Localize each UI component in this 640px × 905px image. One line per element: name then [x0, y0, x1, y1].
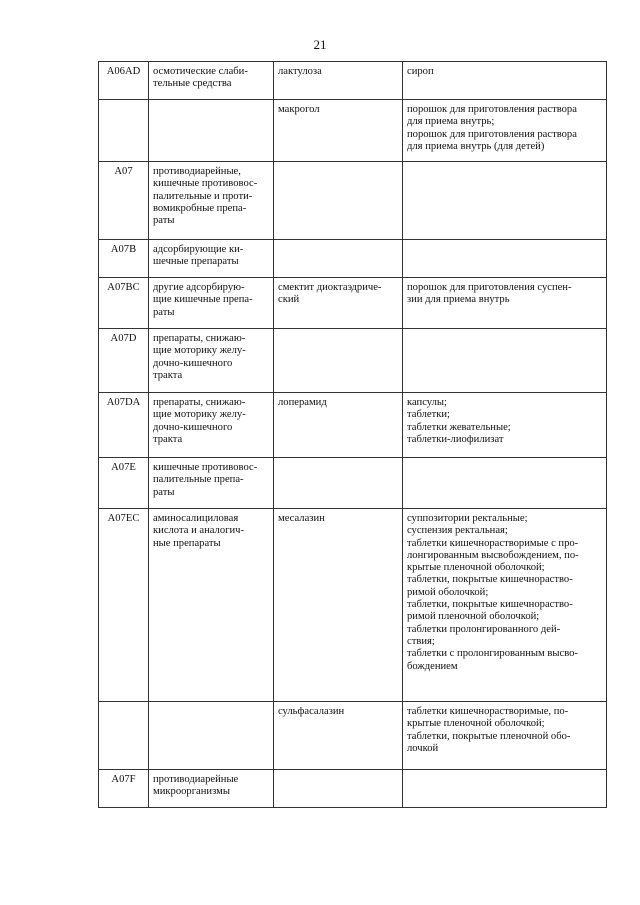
drug-cell: сульфасалазин — [274, 702, 403, 770]
atc-code-cell: A07E — [99, 458, 149, 509]
table-row — [99, 240, 607, 278]
form-cell: сироп — [403, 62, 607, 100]
form-cell: таблетки кишечнорастворимые, по- крытые пленочной оболочкой; таблетки, покрытые пленочной обо- лочкой — [403, 702, 607, 770]
table-row — [99, 509, 607, 702]
group-cell: осмотические слаби- тельные средства — [149, 62, 274, 100]
drug-cell — [274, 770, 403, 808]
drug-classification-table — [98, 61, 607, 808]
table-row — [99, 393, 607, 458]
drug-cell — [274, 458, 403, 509]
atc-code-cell: A07D — [99, 329, 149, 393]
form-cell — [403, 458, 607, 509]
form-cell — [403, 329, 607, 393]
form-cell: порошок для приготовления суспен- зии для приема внутрь — [403, 278, 607, 329]
table-row — [99, 329, 607, 393]
form-cell — [403, 162, 607, 240]
page-number: 21 — [313, 37, 327, 52]
group-cell — [149, 702, 274, 770]
group-cell: кишечные противовос- палительные препа- раты — [149, 458, 274, 509]
table-row — [99, 770, 607, 808]
group-cell: противодиарейные, кишечные противовос- палительные и проти- вомикробные препа- раты — [149, 162, 274, 240]
atc-code-cell: A07DA — [99, 393, 149, 458]
drug-cell — [274, 329, 403, 393]
table-body — [99, 62, 607, 808]
table-row — [99, 100, 607, 162]
group-cell: адсорбирующие ки- шечные препараты — [149, 240, 274, 278]
drug-cell — [274, 162, 403, 240]
drug-cell: лоперамид — [274, 393, 403, 458]
group-cell: другие адсорбирую- щие кишечные препа- раты — [149, 278, 274, 329]
table-row — [99, 458, 607, 509]
atc-code-cell: A07EC — [99, 509, 149, 702]
atc-code-cell — [99, 702, 149, 770]
group-cell: препараты, снижаю- щие моторику желу- дочно-кишечного тракта — [149, 329, 274, 393]
form-cell: капсулы; таблетки; таблетки жевательные; таблетки-лиофилизат — [403, 393, 607, 458]
form-cell: порошок для приготовления раствора для приема внутрь; порошок для приготовления раствора для приема внутрь (для детей) — [403, 100, 607, 162]
group-cell: аминосалициловая кислота и аналогич- ные препараты — [149, 509, 274, 702]
group-cell — [149, 100, 274, 162]
group-cell: противодиарейные микроорганизмы — [149, 770, 274, 808]
atc-code-cell — [99, 100, 149, 162]
table-row — [99, 278, 607, 329]
drug-cell: макрогол — [274, 100, 403, 162]
atc-code-cell: A06AD — [99, 62, 149, 100]
atc-code-cell: A07B — [99, 240, 149, 278]
atc-code-cell: A07BC — [99, 278, 149, 329]
drug-cell — [274, 240, 403, 278]
drug-cell: месалазин — [274, 509, 403, 702]
group-cell: препараты, снижаю- щие моторику желу- дочно-кишечного тракта — [149, 393, 274, 458]
table-row — [99, 702, 607, 770]
drug-cell: лактулоза — [274, 62, 403, 100]
atc-code-cell: A07F — [99, 770, 149, 808]
form-cell: суппозитории ректальные; суспензия ректальная; таблетки кишечнорастворимые с про- лонгированным высвобождением, по- крытые пленочной оболочкой; таблетки, покрытые кишечнораство- римой оболочкой; таблетки, покрытые кишечнораство- римой пленочной оболочкой; таблетки пролонгированного дей- ствия; таблетки с пролонгированным высво- бождением — [403, 509, 607, 702]
table-row — [99, 62, 607, 100]
form-cell — [403, 770, 607, 808]
atc-code-cell: A07 — [99, 162, 149, 240]
form-cell — [403, 240, 607, 278]
drug-cell: смектит диоктаэдриче- ский — [274, 278, 403, 329]
table-row — [99, 162, 607, 240]
